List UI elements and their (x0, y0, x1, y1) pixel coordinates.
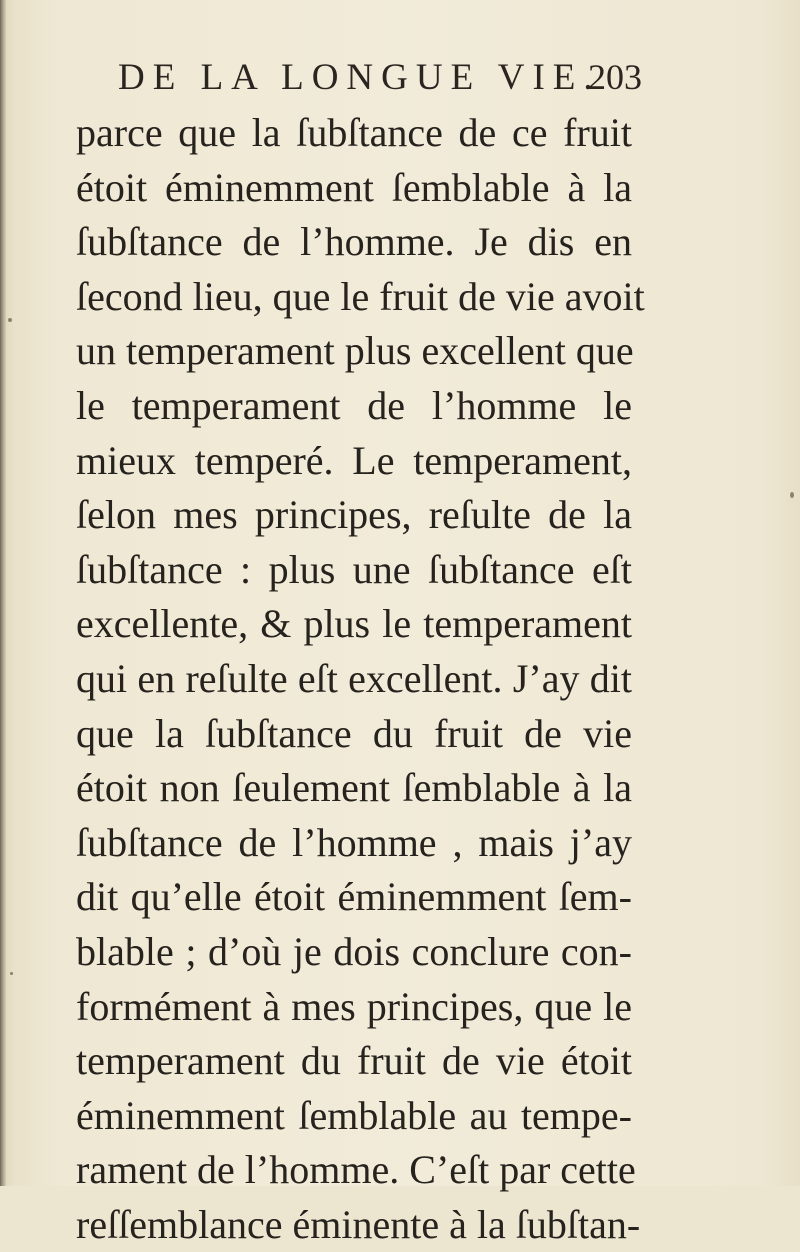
body-text (76, 106, 645, 1252)
text-line: éminemment ſemblable au tempe- (76, 1092, 632, 1138)
text-line: temperament du fruit de vie étoit (76, 1038, 632, 1084)
text-line: blable ; d’où je dois conclure con- (76, 928, 632, 974)
text-line: ſelon mes principes, reſulte de la (76, 492, 632, 538)
text-line: dit qu’elle étoit éminemment ſem- (76, 874, 632, 920)
text-line: formément à mes principes, que le (76, 983, 632, 1029)
text-line: mieux temperé. Le temperament, (76, 437, 632, 483)
paper-speck (790, 492, 794, 498)
paper-speck (10, 972, 13, 975)
text-line: étoit éminemment ſemblable à la (76, 164, 632, 210)
text-line: ſubſtance : plus une ſubſtance eſt (76, 546, 632, 592)
page-gutter-shadow (0, 0, 6, 1186)
page-number: 203 (588, 57, 642, 97)
text-line: un temperament plus excellent que (76, 328, 634, 374)
text-line: excellente, & plus le temperament (76, 601, 632, 647)
paper-speck (8, 318, 12, 322)
text-line: reſſemblance éminente à la ſubſtan- (76, 1201, 641, 1247)
text-line: que la ſubſtance du fruit de vie (76, 710, 632, 756)
text-line: le temperament de l’homme le (76, 382, 632, 428)
text-line: ſecond lieu, que le fruit de vie avoit (76, 273, 645, 319)
text-line: étoit non ſeulement ſemblable à la (76, 765, 632, 811)
text-line: rament de l’homme. C’eſt par cette (76, 1147, 636, 1193)
text-line: qui en reſulte eſt excellent. J’ay dit (76, 655, 632, 701)
text-line: parce que la ſubſtance de ce fruit (76, 110, 632, 155)
text-line: ſubſtance de l’homme , mais j’ay (76, 819, 632, 865)
running-head (100, 48, 660, 108)
running-title: DE LA LONGUE VIE. (118, 57, 601, 98)
text-line: ſubſtance de l’homme. Je dis en (76, 219, 632, 265)
